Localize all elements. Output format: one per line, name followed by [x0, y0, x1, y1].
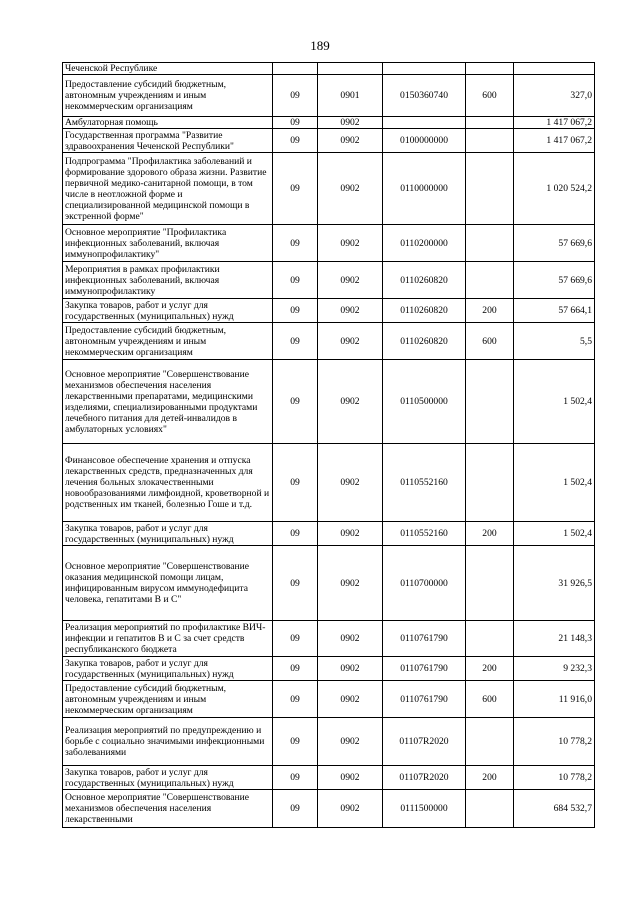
cell-ved: 09 [273, 360, 318, 444]
cell-vr [466, 621, 514, 657]
cell-amount: 11 916,0 [514, 681, 595, 718]
cell-amount: 57 664,1 [514, 299, 595, 323]
cell-name: Предоставление субсидий бюджетным, автономным учреждениям и иным некоммерческим организациям [63, 75, 273, 117]
cell-name: Основное мероприятие "Совершенствование оказания медицинской помощи лицам, инфицированным вирусом иммунодефицита человека, гепатитами В и С" [63, 546, 273, 621]
cell-vr [466, 444, 514, 522]
cell-vr: 200 [466, 299, 514, 323]
cell-vr [466, 360, 514, 444]
cell-amount: 1 417 067,2 [514, 117, 595, 129]
cell-name: Чеченской Республике [63, 63, 273, 75]
cell-ved: 09 [273, 718, 318, 766]
table-row [63, 718, 595, 766]
cell-name: Финансовое обеспечение хранения и отпуска лекарственных средств, предназначенных для лечения больных злокачественными новообразованиями лимфоидной, кроветворной и родственных им тканей, болезнью Гоше и т.д. [63, 444, 273, 522]
cell-vr: 600 [466, 75, 514, 117]
cell-name: Основное мероприятие "Совершенствование механизмов обеспечения населения лекарственными препаратами, медицинскими изделиями, специализированными продуктами лечебного питания для детей-инвалидов в амбулаторных условиях" [63, 360, 273, 444]
cell-amount: 10 778,2 [514, 766, 595, 790]
cell-razdel: 0902 [318, 299, 383, 323]
table-row [63, 299, 595, 323]
table-row [63, 75, 595, 117]
cell-razdel: 0902 [318, 621, 383, 657]
cell-vr [466, 225, 514, 262]
cell-vr [466, 546, 514, 621]
cell-razdel: 0902 [318, 790, 383, 828]
cell-name: Подпрограмма "Профилактика заболеваний и формирование здорового образа жизни. Развитие первичной медико-санитарной помощи, в том числе в неотложной форме и специализированной медицинской помощи в экстренной форме" [63, 153, 273, 225]
cell-amount: 10 778,2 [514, 718, 595, 766]
cell-razdel: 0902 [318, 522, 383, 546]
cell-ved: 09 [273, 323, 318, 360]
cell-name: Закупка товаров, работ и услуг для государственных (муниципальных) нужд [63, 522, 273, 546]
cell-amount: 31 926,5 [514, 546, 595, 621]
cell-vr [466, 262, 514, 299]
table-row [63, 790, 595, 828]
cell-vr [466, 718, 514, 766]
cell-razdel: 0902 [318, 681, 383, 718]
cell-razdel: 0902 [318, 360, 383, 444]
cell-name: Закупка товаров, работ и услуг для государственных (муниципальных) нужд [63, 766, 273, 790]
cell-vr: 200 [466, 657, 514, 681]
cell-amount [514, 63, 595, 75]
cell-csr: 0100000000 [383, 129, 466, 153]
cell-vr: 200 [466, 522, 514, 546]
cell-amount: 327,0 [514, 75, 595, 117]
cell-ved: 09 [273, 681, 318, 718]
cell-vr [466, 790, 514, 828]
cell-csr: 0110761790 [383, 681, 466, 718]
table-row [63, 621, 595, 657]
cell-name: Государственная программа "Развитие здравоохранения Чеченской Республики" [63, 129, 273, 153]
cell-ved: 09 [273, 299, 318, 323]
table-row [63, 546, 595, 621]
cell-csr: 01107R2020 [383, 766, 466, 790]
cell-razdel: 0902 [318, 153, 383, 225]
cell-name: Мероприятия в рамках профилактики инфекционных заболеваний, включая иммунопрофилактику [63, 262, 273, 299]
table-row [63, 225, 595, 262]
cell-name: Закупка товаров, работ и услуг для государственных (муниципальных) нужд [63, 657, 273, 681]
cell-ved: 09 [273, 75, 318, 117]
cell-amount: 1 417 067,2 [514, 129, 595, 153]
cell-csr: 01107R2020 [383, 718, 466, 766]
cell-vr: 600 [466, 323, 514, 360]
cell-razdel: 0902 [318, 129, 383, 153]
table-row [63, 323, 595, 360]
cell-ved: 09 [273, 522, 318, 546]
cell-razdel: 0902 [318, 117, 383, 129]
cell-csr: 0110260820 [383, 323, 466, 360]
cell-amount: 9 232,3 [514, 657, 595, 681]
cell-name: Реализация мероприятий по профилактике ВИЧ-инфекции и гепатитов В и С за счет средств республиканского бюджета [63, 621, 273, 657]
cell-csr: 0111500000 [383, 790, 466, 828]
cell-name: Амбулаторная помощь [63, 117, 273, 129]
budget-table [62, 62, 595, 828]
cell-ved: 09 [273, 766, 318, 790]
cell-csr: 0110761790 [383, 621, 466, 657]
cell-razdel: 0902 [318, 262, 383, 299]
cell-csr: 0110200000 [383, 225, 466, 262]
budget-table-body [63, 63, 595, 828]
cell-razdel: 0902 [318, 444, 383, 522]
cell-ved: 09 [273, 117, 318, 129]
cell-csr: 0110552160 [383, 444, 466, 522]
cell-vr [466, 63, 514, 75]
cell-amount: 1 502,4 [514, 522, 595, 546]
table-row [63, 153, 595, 225]
cell-csr: 0110500000 [383, 360, 466, 444]
cell-razdel: 0902 [318, 546, 383, 621]
cell-ved: 09 [273, 790, 318, 828]
cell-ved: 09 [273, 546, 318, 621]
cell-csr: 0110700000 [383, 546, 466, 621]
table-row [63, 522, 595, 546]
cell-name: Основное мероприятие "Совершенствование механизмов обеспечения населения лекарственными [63, 790, 273, 828]
cell-amount: 57 669,6 [514, 225, 595, 262]
table-row [63, 129, 595, 153]
cell-csr: 0110761790 [383, 657, 466, 681]
cell-razdel: 0902 [318, 323, 383, 360]
cell-ved: 09 [273, 657, 318, 681]
cell-ved [273, 63, 318, 75]
cell-razdel: 0902 [318, 766, 383, 790]
table-row [63, 117, 595, 129]
cell-name: Реализация мероприятий по предупреждению и борьбе с социально значимыми инфекционными заболеваниями [63, 718, 273, 766]
cell-name: Предоставление субсидий бюджетным, автономным учреждениям и иным некоммерческим организациям [63, 681, 273, 718]
cell-razdel: 0901 [318, 75, 383, 117]
cell-csr: 0110000000 [383, 153, 466, 225]
cell-razdel [318, 63, 383, 75]
cell-csr: 0110260820 [383, 299, 466, 323]
cell-csr: 0150360740 [383, 75, 466, 117]
cell-csr [383, 117, 466, 129]
cell-vr [466, 117, 514, 129]
cell-amount: 1 502,4 [514, 360, 595, 444]
cell-razdel: 0902 [318, 657, 383, 681]
cell-amount: 1 502,4 [514, 444, 595, 522]
cell-amount: 21 148,3 [514, 621, 595, 657]
cell-vr [466, 129, 514, 153]
cell-ved: 09 [273, 225, 318, 262]
page-number: 189 [310, 38, 330, 53]
cell-amount: 1 020 524,2 [514, 153, 595, 225]
cell-name: Основное мероприятие "Профилактика инфекционных заболеваний, включая иммунопрофилактику" [63, 225, 273, 262]
table-row [63, 262, 595, 299]
table-row [63, 63, 595, 75]
cell-ved: 09 [273, 129, 318, 153]
cell-name: Закупка товаров, работ и услуг для государственных (муниципальных) нужд [63, 299, 273, 323]
cell-name: Предоставление субсидий бюджетным, автономным учреждениям и иным некоммерческим организациям [63, 323, 273, 360]
cell-csr: 0110552160 [383, 522, 466, 546]
cell-csr: 0110260820 [383, 262, 466, 299]
cell-razdel: 0902 [318, 718, 383, 766]
table-row [63, 766, 595, 790]
cell-ved: 09 [273, 444, 318, 522]
cell-amount: 57 669,6 [514, 262, 595, 299]
cell-ved: 09 [273, 262, 318, 299]
cell-ved: 09 [273, 621, 318, 657]
cell-ved: 09 [273, 153, 318, 225]
table-row [63, 657, 595, 681]
cell-vr: 200 [466, 766, 514, 790]
cell-razdel: 0902 [318, 225, 383, 262]
cell-vr: 600 [466, 681, 514, 718]
table-row [63, 681, 595, 718]
cell-amount: 684 532,7 [514, 790, 595, 828]
table-row [63, 360, 595, 444]
cell-vr [466, 153, 514, 225]
table-row [63, 444, 595, 522]
cell-csr [383, 63, 466, 75]
cell-amount: 5,5 [514, 323, 595, 360]
